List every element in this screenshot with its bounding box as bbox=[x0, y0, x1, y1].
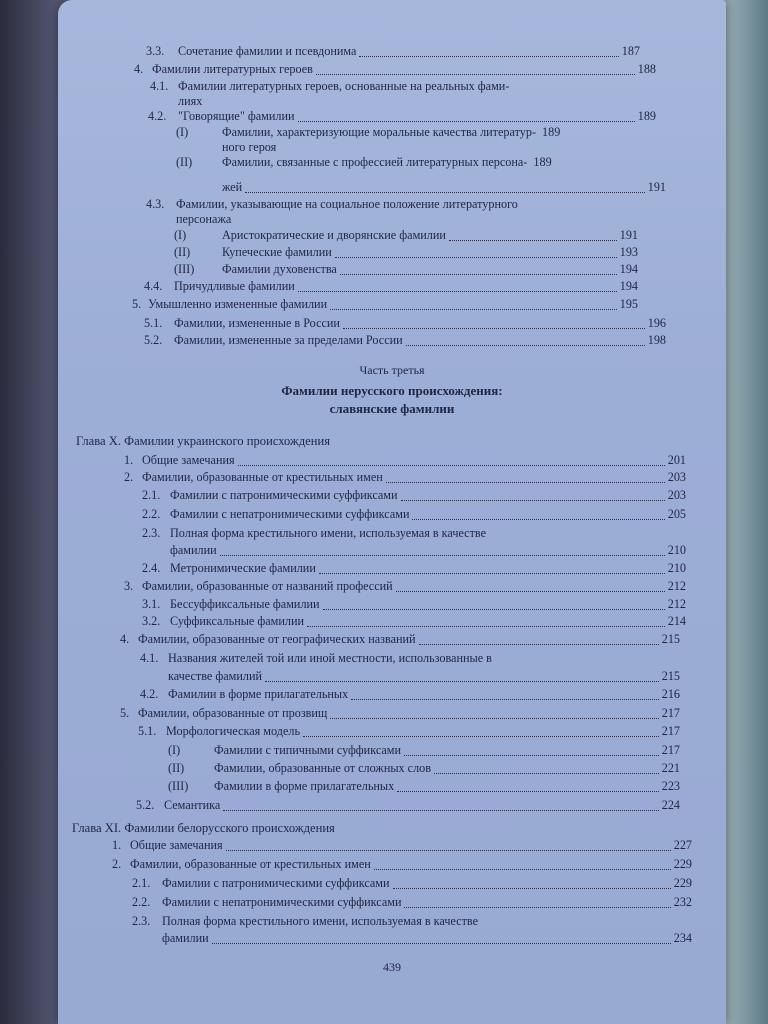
entry-number: 4. bbox=[120, 632, 130, 646]
entry-page: 212 bbox=[667, 597, 686, 611]
toc-entry bbox=[144, 279, 638, 294]
entry-title: Фамилии литературных героев, основанные на реальных фами- bbox=[178, 79, 510, 93]
entry-page: 201 bbox=[667, 453, 686, 467]
entry-number: 4.2. bbox=[148, 109, 167, 123]
toc-entry bbox=[132, 914, 692, 929]
entry-title: фамилии bbox=[162, 931, 209, 945]
entry-number: 4.3. bbox=[146, 197, 165, 211]
entry-number: (II) bbox=[174, 245, 191, 259]
toc-entry bbox=[142, 507, 686, 522]
toc-entry bbox=[142, 597, 686, 612]
entry-title-continued: ного героя bbox=[222, 140, 277, 154]
entry-page: 188 bbox=[637, 62, 656, 76]
entry-title: Фамилии с непатронимическими суффиксами bbox=[170, 507, 410, 521]
entry-title: Сочетание фамилии и псевдонима bbox=[178, 44, 357, 58]
entry-title: Метронимические фамилии bbox=[170, 561, 316, 575]
entry-page: 224 bbox=[661, 798, 680, 812]
toc-entry bbox=[112, 857, 692, 872]
entry-number: (I) bbox=[174, 228, 187, 242]
entry-title: Фамилии, характеризующие моральные качества литератур- bbox=[222, 125, 537, 139]
toc-entry bbox=[144, 316, 666, 331]
toc-entry bbox=[112, 838, 692, 853]
entry-title: Фамилии, образованные от географических названий bbox=[138, 632, 416, 646]
entry-title: Причудливые фамилии bbox=[174, 279, 295, 293]
chapter-title: Фамилии белорусского происхождения bbox=[124, 821, 335, 835]
entry-page: 191 bbox=[647, 180, 666, 194]
entry-page: 232 bbox=[673, 895, 692, 909]
toc-entry bbox=[138, 724, 680, 739]
entry-page: 194 bbox=[619, 279, 638, 293]
entry-number: 3.2. bbox=[142, 614, 161, 628]
entry-number: 2. bbox=[112, 857, 122, 871]
entry-number: (II) bbox=[176, 155, 193, 169]
entry-number: (I) bbox=[168, 743, 181, 757]
entry-page: 223 bbox=[661, 779, 680, 793]
entry-number: (III) bbox=[174, 262, 195, 276]
entry-number: (I) bbox=[176, 125, 189, 139]
entry-title: Фамилии духовенства bbox=[222, 262, 337, 276]
entry-page: 217 bbox=[661, 724, 680, 738]
toc-entry bbox=[150, 79, 656, 94]
entry-page: 234 bbox=[673, 931, 692, 945]
entry-title: жей bbox=[222, 180, 243, 194]
entry-title: Фамилии, образованные от названий профессий bbox=[142, 579, 393, 593]
entry-title: Фамилии в форме прилагательных bbox=[168, 687, 349, 701]
toc-entry bbox=[146, 44, 640, 59]
entry-title: Фамилии, образованные от прозвищ bbox=[138, 706, 328, 720]
entry-page: 189 bbox=[637, 109, 656, 123]
table-of-contents bbox=[58, 0, 726, 1024]
entry-number: 4.4. bbox=[144, 279, 163, 293]
entry-page: 215 bbox=[661, 669, 680, 683]
entry-number: 5. bbox=[120, 706, 130, 720]
entry-page: 214 bbox=[667, 614, 686, 628]
toc-entry bbox=[120, 632, 680, 647]
entry-page: 203 bbox=[667, 470, 686, 484]
entry-title: Суффиксальные фамилии bbox=[170, 614, 305, 628]
toc-entry bbox=[168, 779, 680, 794]
chapter-heading bbox=[76, 434, 330, 449]
part-title-line2: славянские фамилии bbox=[329, 401, 455, 416]
entry-number: 2.2. bbox=[132, 895, 151, 909]
part-title-line1: Фамилии нерусского происхождения: bbox=[281, 383, 503, 398]
entry-title: Фамилии, образованные от сложных слов bbox=[214, 761, 432, 775]
entry-number: 5.2. bbox=[144, 333, 163, 347]
entry-number: 1. bbox=[112, 838, 122, 852]
entry-page: 215 bbox=[661, 632, 680, 646]
entry-title-continued: персонажа bbox=[176, 212, 232, 226]
entry-number: 4.1. bbox=[150, 79, 169, 93]
page-number: 439 bbox=[383, 960, 401, 974]
entry-title: Полная форма крестильного имени, используемая в качестве bbox=[170, 526, 486, 540]
entry-page: 212 bbox=[667, 579, 686, 593]
entry-number: 2.3. bbox=[142, 526, 161, 540]
entry-number: 5.2. bbox=[136, 798, 155, 812]
toc-entry bbox=[148, 109, 656, 124]
toc-entry bbox=[124, 453, 686, 468]
entry-title: Названия жителей той или иной местности, использованные в bbox=[168, 651, 492, 665]
entry-title: Фамилии, указывающие на социальное положение литературного bbox=[176, 197, 518, 211]
toc-entry bbox=[142, 526, 686, 541]
entry-title: Аристократические и дворянские фамилии bbox=[222, 228, 446, 242]
entry-page: 210 bbox=[667, 543, 686, 557]
toc-entry bbox=[142, 614, 686, 629]
entry-number: 2.1. bbox=[132, 876, 151, 890]
entry-page: 196 bbox=[647, 316, 666, 330]
entry-number: 5.1. bbox=[138, 724, 157, 738]
background-right-book bbox=[720, 0, 768, 1024]
entry-number: (II) bbox=[168, 761, 185, 775]
entry-page: 210 bbox=[667, 561, 686, 575]
entry-title: Купеческие фамилии bbox=[222, 245, 332, 259]
chapter-title: Фамилии украинского происхождения bbox=[124, 434, 331, 448]
entry-title-continued: лиях bbox=[178, 94, 203, 108]
toc-entry bbox=[132, 297, 638, 312]
entry-title: качестве фамилий bbox=[168, 669, 263, 683]
toc-entry bbox=[124, 579, 686, 594]
entry-title: Фамилии, связанные с профессией литературных персона- bbox=[222, 155, 528, 169]
toc-entry bbox=[176, 155, 666, 170]
entry-title: Фамилии, измененные в России bbox=[174, 316, 340, 330]
entry-number: 4.2. bbox=[140, 687, 159, 701]
entry-title: Фамилии, образованные от крестильных имен bbox=[142, 470, 383, 484]
toc-entry bbox=[168, 669, 680, 684]
entry-title: Фамилии с типичными суффиксами bbox=[214, 743, 402, 757]
entry-page: 198 bbox=[647, 333, 666, 347]
entry-number: 4. bbox=[134, 62, 144, 76]
toc-entry bbox=[168, 743, 680, 758]
entry-page: 193 bbox=[619, 245, 638, 259]
toc-entry bbox=[162, 931, 692, 946]
entry-title: Семантика bbox=[164, 798, 221, 812]
toc-entry bbox=[144, 333, 666, 348]
entry-page: 221 bbox=[661, 761, 680, 775]
toc-entry bbox=[134, 62, 656, 77]
toc-entry bbox=[170, 543, 686, 558]
chapter-label: Глава XI. bbox=[72, 821, 122, 835]
toc-entry bbox=[132, 876, 692, 891]
entry-title: Фамилии литературных героев bbox=[152, 62, 313, 76]
entry-number: 4.1. bbox=[140, 651, 159, 665]
entry-page: 229 bbox=[673, 876, 692, 890]
entry-number: 5. bbox=[132, 297, 142, 311]
toc-entry bbox=[174, 228, 638, 243]
entry-page: 227 bbox=[673, 838, 692, 852]
entry-page: 205 bbox=[667, 507, 686, 521]
entry-page: 187 bbox=[621, 44, 640, 58]
entry-page: 189 bbox=[533, 155, 552, 169]
entry-title: Общие замечания bbox=[142, 453, 235, 467]
toc-entry bbox=[136, 798, 680, 813]
entry-title: Фамилии с патронимическими суффиксами bbox=[162, 876, 390, 890]
entry-number: 2.2. bbox=[142, 507, 161, 521]
toc-entry bbox=[132, 895, 692, 910]
entry-title: Умышленно измененные фамилии bbox=[148, 297, 328, 311]
part-label: Часть третья bbox=[359, 363, 425, 377]
entry-page: 217 bbox=[661, 743, 680, 757]
toc-entry bbox=[120, 706, 680, 721]
entry-title: Общие замечания bbox=[130, 838, 223, 852]
entry-number: 3.3. bbox=[146, 44, 165, 58]
entry-number: (III) bbox=[168, 779, 189, 793]
entry-title: "Говорящие" фамилии bbox=[178, 109, 295, 123]
toc-entry bbox=[140, 651, 680, 666]
book-page bbox=[58, 0, 726, 1024]
toc-entry bbox=[124, 470, 686, 485]
entry-title: Фамилии с патронимическими суффиксами bbox=[170, 488, 398, 502]
toc-entry bbox=[176, 125, 666, 140]
entry-number: 2.4. bbox=[142, 561, 161, 575]
entry-page: 229 bbox=[673, 857, 692, 871]
toc-entry bbox=[140, 687, 680, 702]
entry-number: 2.1. bbox=[142, 488, 161, 502]
chapter-heading bbox=[72, 821, 335, 836]
toc-entry bbox=[174, 245, 638, 260]
toc-entry bbox=[142, 488, 686, 503]
entry-number: 1. bbox=[124, 453, 134, 467]
toc-entry bbox=[142, 561, 686, 576]
toc-entry bbox=[174, 262, 638, 277]
entry-title: Фамилии в форме прилагательных bbox=[214, 779, 395, 793]
entry-title: Полная форма крестильного имени, используемая в качестве bbox=[162, 914, 478, 928]
entry-page: 203 bbox=[667, 488, 686, 502]
toc-entry bbox=[222, 180, 666, 195]
entry-number: 5.1. bbox=[144, 316, 163, 330]
chapter-label: Глава X. bbox=[76, 434, 121, 448]
entry-number: 3. bbox=[124, 579, 134, 593]
entry-page: 189 bbox=[542, 125, 561, 139]
entry-number: 2. bbox=[124, 470, 134, 484]
entry-title: Фамилии, образованные от крестильных имен bbox=[130, 857, 371, 871]
entry-title: Бессуффиксальные фамилии bbox=[170, 597, 320, 611]
entry-page: 217 bbox=[661, 706, 680, 720]
entry-page: 194 bbox=[619, 262, 638, 276]
entry-title: фамилии bbox=[170, 543, 217, 557]
entry-page: 195 bbox=[619, 297, 638, 311]
toc-entry bbox=[146, 197, 666, 212]
entry-title: Морфологическая модель bbox=[166, 724, 301, 738]
toc-entry bbox=[168, 761, 680, 776]
entry-number: 2.3. bbox=[132, 914, 151, 928]
entry-number: 3.1. bbox=[142, 597, 161, 611]
entry-title: Фамилии с непатронимическими суффиксами bbox=[162, 895, 402, 909]
entry-page: 216 bbox=[661, 687, 680, 701]
entry-title: Фамилии, измененные за пределами России bbox=[174, 333, 403, 347]
entry-page: 191 bbox=[619, 228, 638, 242]
